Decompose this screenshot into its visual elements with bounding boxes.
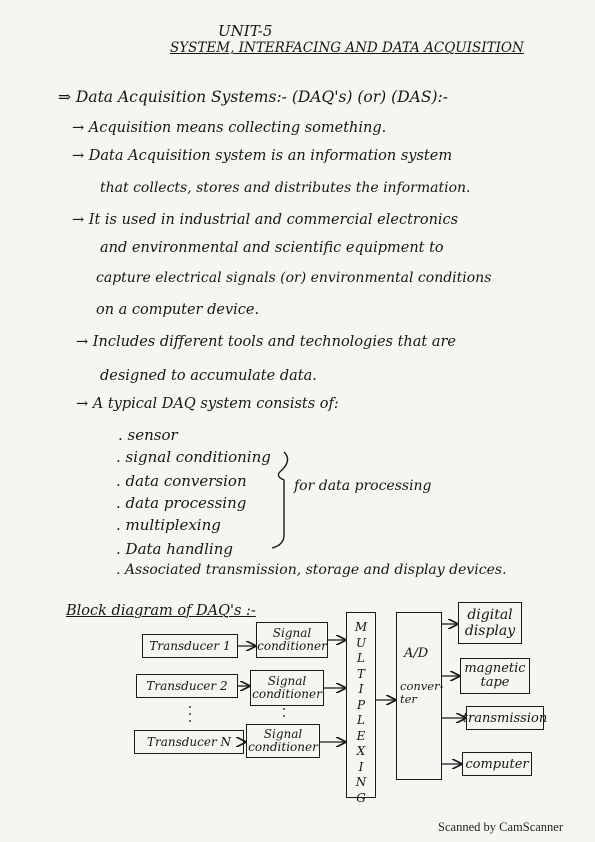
transducer-n-box: Transducer N	[134, 730, 244, 754]
component-item: . data processing	[116, 494, 247, 512]
signal-conditioner-n-box: Signal conditioner	[246, 724, 320, 758]
block-diagram-title: Block diagram of DAQ's :-	[66, 603, 256, 619]
das-line: capture electrical signals (or) environmental conditions	[96, 270, 492, 286]
das-line: designed to accumulate data.	[100, 368, 317, 384]
multiplexing-label: M U L T I P L E X I N G	[354, 620, 368, 805]
das-line: and environmental and scientific equipment to	[100, 240, 444, 256]
magnetic-tape-box: magnetic tape	[460, 658, 530, 694]
das-line: on a computer device.	[96, 302, 260, 318]
das-line: that collects, stores and distributes the information.	[100, 180, 471, 196]
transmission-box: transmission	[466, 706, 544, 730]
converter-label: conver-ter	[400, 679, 444, 706]
transducer-2-box: Transducer 2	[136, 674, 238, 698]
scanner-footer: Scanned by CamScanner	[438, 820, 563, 834]
component-item: . multiplexing	[116, 516, 221, 534]
brace-note: for data processing	[294, 478, 432, 494]
das-line: → A typical DAQ system consists of:	[76, 396, 339, 412]
das-line: → It is used in industrial and commercial electronics	[72, 212, 459, 228]
das-line: → Data Acquisition system is an information system	[72, 148, 453, 164]
signal-conditioner-1-box: Signal conditioner	[256, 622, 328, 658]
computer-box: computer	[462, 752, 532, 776]
component-item: . Associated transmission, storage and display devices.	[116, 562, 507, 578]
ad-label: A/D	[404, 646, 429, 661]
component-item: . data conversion	[116, 472, 247, 490]
transducer-1-box: Transducer 1	[142, 634, 238, 658]
signal-conditioner-2-box: Signal conditioner	[250, 670, 324, 706]
unit-label: UNIT-5	[218, 22, 273, 40]
digital-display-box: digital display	[458, 602, 522, 644]
section-heading-das: ⇒ Data Acquisition Systems:- (DAQ's) (or) (DAS):-	[58, 88, 448, 106]
component-item: . sensor	[118, 426, 178, 444]
component-item: . Data handling	[116, 540, 233, 558]
das-line: → Includes different tools and technologies that are	[76, 334, 457, 350]
das-line: → Acquisition means collecting something.	[72, 120, 387, 136]
component-item: . signal conditioning	[116, 448, 271, 466]
page-title: SYSTEM, INTERFACING AND DATA ACQUISITION	[170, 40, 524, 56]
